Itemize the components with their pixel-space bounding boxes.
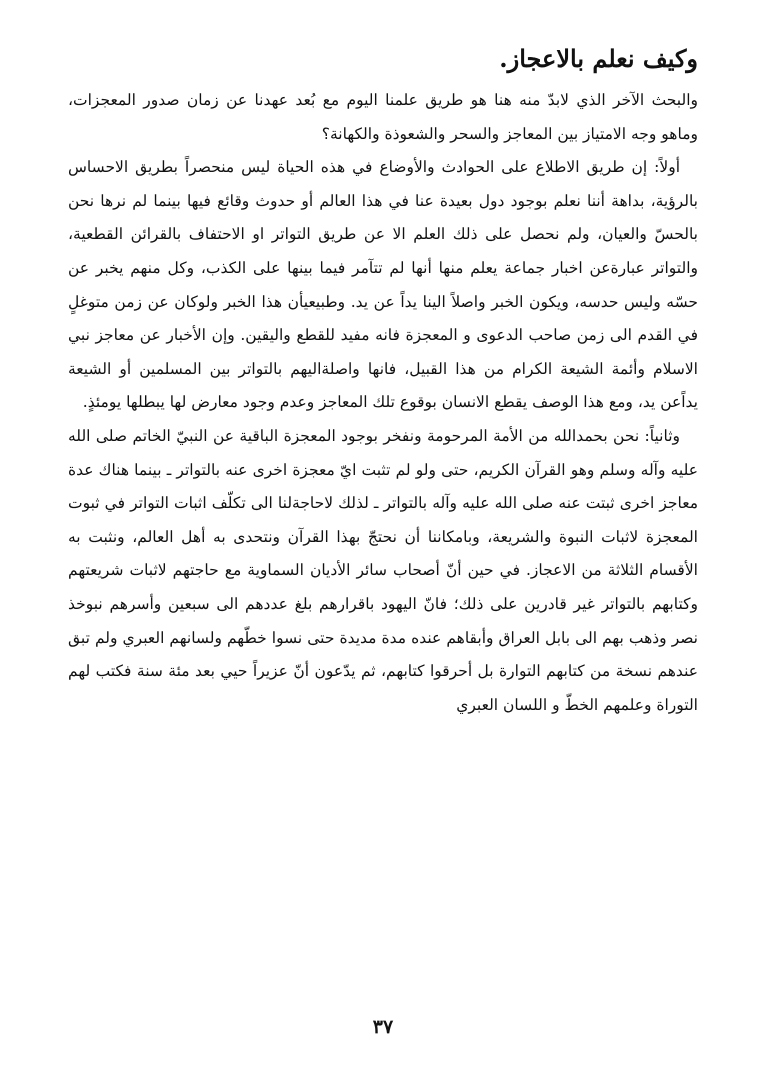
page-number: ٣٧ (372, 1016, 394, 1038)
section-heading: وكيف نعلم بالاعجاز. (499, 44, 698, 73)
paragraph-intro: والبحث الآخر الذي لابدّ منه هنا هو طريق علمنا اليوم مع بُعد عهدنا عن زمان صدور المعجزات، وماهو وجه الامتياز بين المعاجز والسحر والشعوذة والكهانة؟ (68, 91, 698, 143)
document-page (68, 40, 698, 1030)
paragraph-second-point: وثانياً: نحن بحمدالله من الأمة المرحومة ونفخر بوجود المعجزة الباقية عن النبيّ الخاتم صلى الله عليه وآله وسلم وهو القرآن الكريم، حتى ولو لم تثبت ايّ معجزة اخرى عنه بالتواتر ـ بينما هناك عدة معاجز اخرى ثبتت عنه صلى الله عليه وآله بالتواتر ـ لذلك لاحاجةلنا الى تكلّف اثبات التواتر في ثبوت المعجزة لاثبات النبوة والشريعة، وبامكاننا أن نحتجّ بهذا القرآن ونتحدى به أهل العالم، ونثبت به الأقسام الثلاثة من الاعجاز. في حين أنّ أصحاب سائر الأديان السماوية مع حاجتهم لاثبات شريعتهم وكتابهم بالتواتر غير قادرين على ذلك؛ فانّ اليهود باقرارهم بلغ عددهم الى سبعين وأسرهم نبوخذ نصر وذهب بهم الى بابل العراق وأبقاهم عنده مدة مديدة حتى نسوا خطّهم ولسانهم العبري ولم تبق عندهم نسخة من كتابهم التوارة بل أحرقوا كتابهم، ثم يدّعون أنّ عزيراً حيي بعد مئة سنة فكتب لهم التوراة وعلمهم الخطّ و اللسان العبري (68, 426, 698, 714)
paragraph-first-point: أولاً: إن طريق الاطلاع على الحوادث والأوضاع في هذه الحياة ليس منحصراً بطريق الاحساس بالرؤية، بداهة أننا نعلم بوجود دول بعيدة عنا في هذا العالم أو حدوث وقائع فيها بينما لم نرها نحن بالحسّ والعيان، ولم نحصل على ذلك العلم الا عن طريق التواتر او الاحتفاف بالقرائن القطعية، والتواتر عبارةعن اخبار جماعة يعلم منها أنها لم تتآمر فيما بينها على الكذب، وكل منهم يخبر عن حسّه وليس حدسه، ويكون الخبر واصلاً الينا يداً عن يد. وطبيعيأن هذا الخبر ولوكان عن زمن متوغلٍ في القدم الى زمن صاحب الدعوى و المعجزة فانه مفيد للقطع واليقين. وإن الأخبار عن معاجز نبي الاسلام وأئمة الشيعة الكرام من هذا القبيل، فانها واصلةاليهم بالتواتر بين المسلمين أو الشيعة يداًعن يد، ومع هذا الوصف يقطع الانسان بوقوع تلك المعاجز وعدم وجود معارض لها يبطلها يومئذٍ. (68, 158, 698, 412)
